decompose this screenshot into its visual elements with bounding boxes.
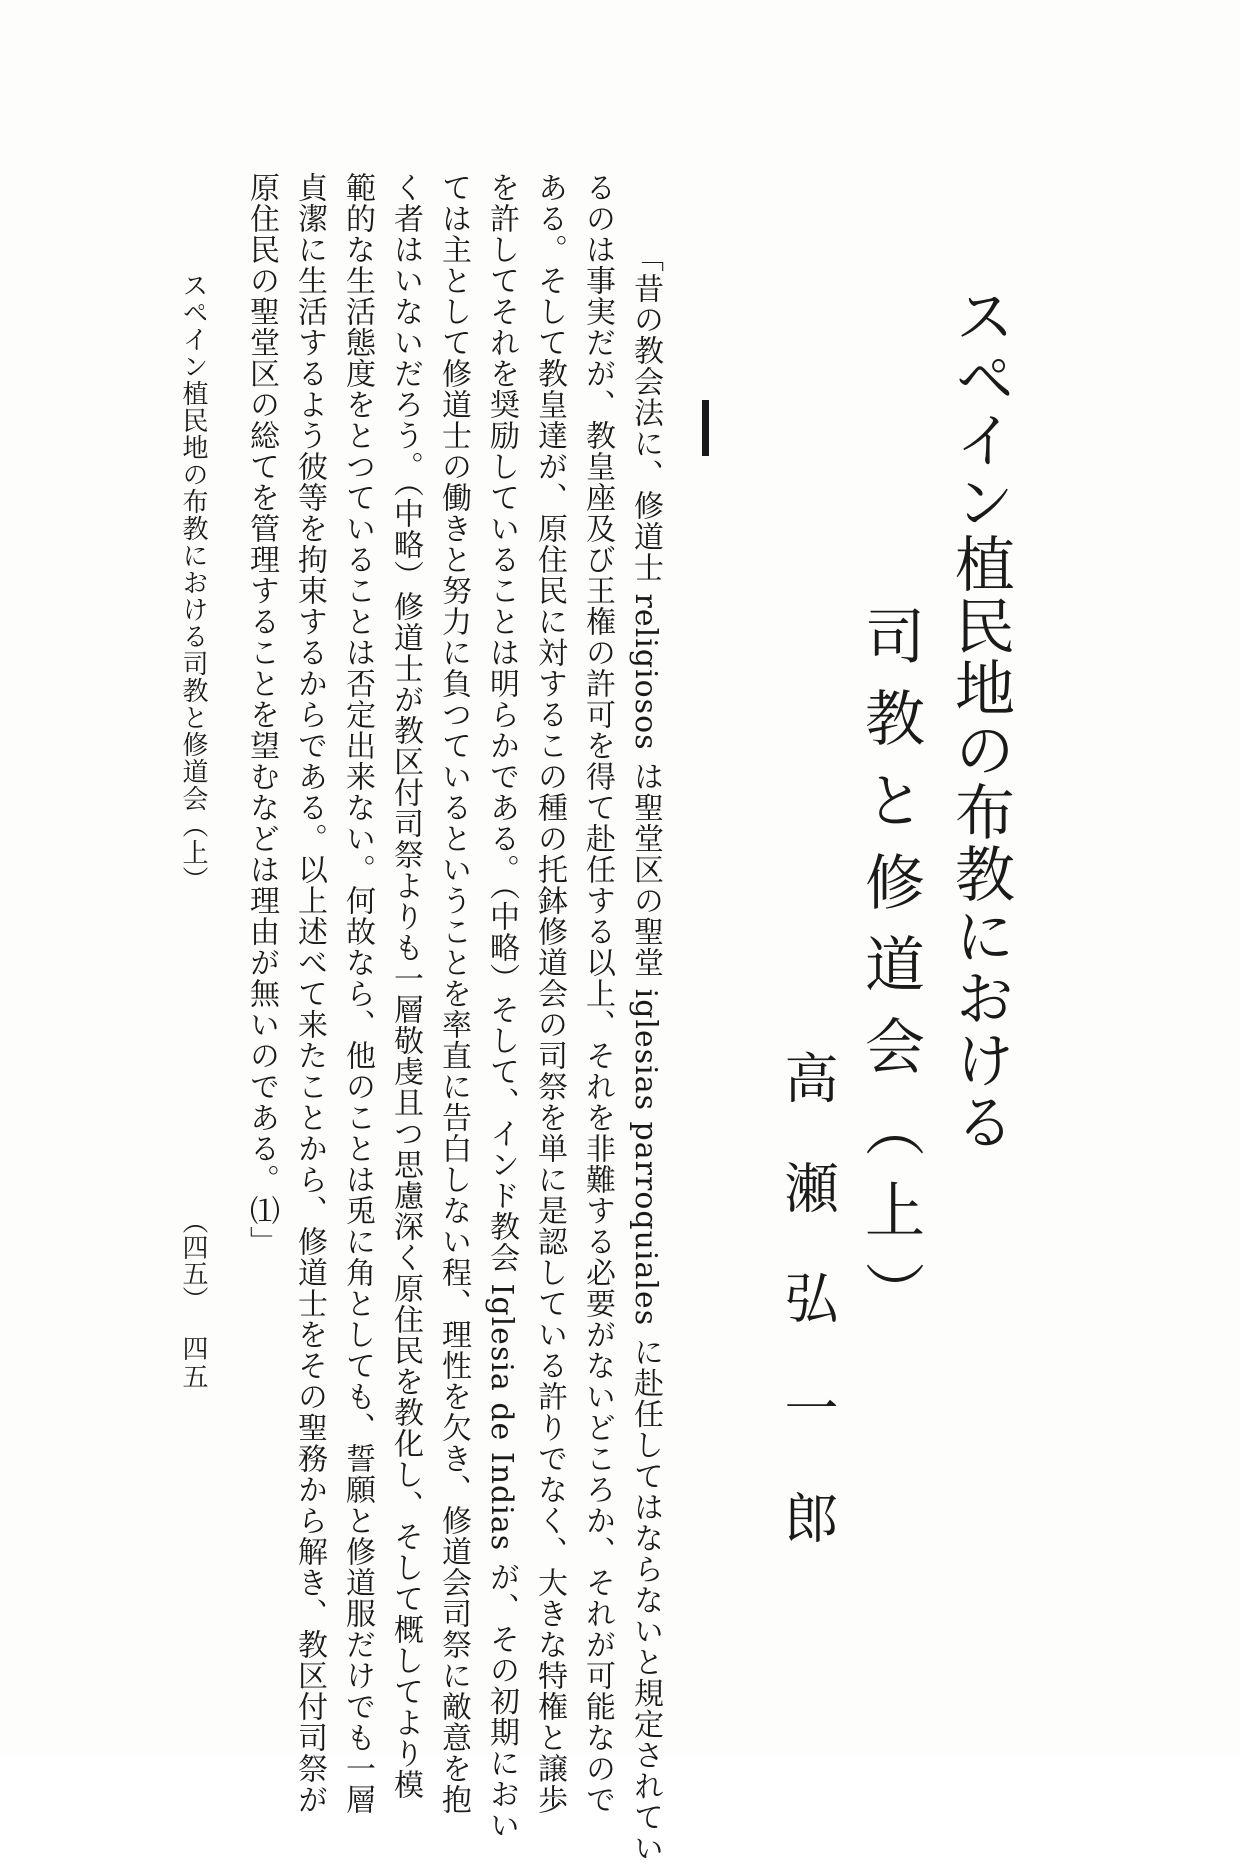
body-line: 「昔の教会法に、修道士 religiosos は聖堂区の聖堂 iglesias parroquiales に赴任してはならないと規定されてい: [628, 242, 663, 1864]
body-line: 原住民の聖堂区の総てを管理することを望むなどは理由が無いのである。⑴」: [244, 172, 279, 1257]
body-line: ある。そして教皇達が、原住民に対するこの種の托鉢修道会の司祭を単に是認している許りでなく、大きな特権と譲歩: [532, 172, 567, 1815]
author-name: 高瀬弘一郎: [776, 1050, 839, 1600]
body-line: 貞潔に生活するよう彼等を拘束するからである。以上述べて来たことから、修道士をその聖務から解き、教区付司祭が: [292, 172, 327, 1815]
body-line: く者はいないだろう。（中略）修道士が教区付司祭よりも一層敬虔且つ思慮深く原住民を教化し、そして概してより模: [388, 172, 423, 1800]
page-number: 四五: [178, 1335, 208, 1391]
body-line: ては主として修道士の働きと努力に負つているということを率直に告白しない程、理性を欠き、修道会司祭に敵意を抱: [436, 172, 471, 1815]
section-number-one: [702, 400, 709, 456]
body-line: を許してそれを奨励していることは明らかである。（中略）そして、インド教会 Iglesia de Indias が、その初期におい: [484, 172, 519, 1841]
article-title: スペイン植民地の布教における: [945, 285, 1015, 1153]
article-title-second-line: 司教と修道会（上）: [855, 605, 925, 1343]
running-head: スペイン植民地の布教における司教と修道会（上）: [178, 272, 208, 893]
body-line: るのは事実だが、教皇座及び王権の許可を得て赴任する以上、それを非難する必要がないどころか、それが可能なので: [580, 172, 615, 1815]
body-line: 範的な生活態度をとつていることは否定出来ない。何故なら、他のことは兎に角としても、誓願と修道服だけでも一層: [340, 172, 375, 1815]
page-number-parenthesized: （四五）: [178, 1208, 208, 1312]
